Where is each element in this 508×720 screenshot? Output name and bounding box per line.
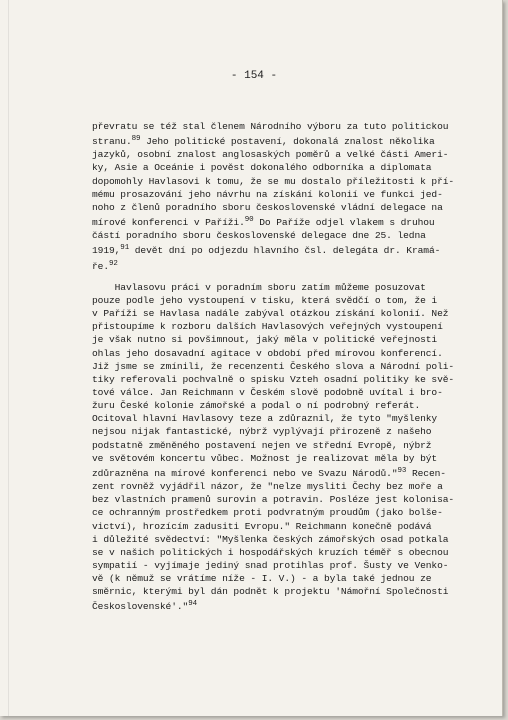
text-line: se v našich politických i hospodářských kruzích téměř s obecnou (92, 546, 449, 558)
text-line: dopomohly Havlasovi k tomu, že se mu dostalo příležitosti k pří- (92, 175, 455, 187)
text-line: mírové konferenci v Paříži.$^{90}$ Do Paříže odjel vlakem s druhou (92, 216, 435, 229)
text-line: ve světovém koncertu vůbec. Možnost je realizovat měla by být (92, 452, 438, 464)
body-text (92, 120, 472, 614)
text-line: podstatně změněného postavení nejen ve střední Evropě, nýbrž (92, 439, 432, 451)
text-line: převratu se též stal členem Národního výboru za tuto politickou (92, 121, 449, 132)
text-line: noho z členů poradního sboru československé vládní delegace na (92, 201, 443, 213)
text-line: zdůrazněna na mírové konferenci nebo ve Svazu Národů."$^{93}$ Recen- (92, 466, 446, 479)
page-fold (8, 0, 9, 716)
text-line: ky, Asie a Oceánie i pověst dokonalého odborníka a diplomata (92, 162, 432, 174)
footnote-ref: 93 (397, 466, 407, 475)
footnote-ref: 92 (108, 259, 118, 268)
text-line: bez vlastních pramenů surovin a potravin. Posléze jest kolonisa- (92, 494, 455, 506)
text-line: Ocitoval hlavní Havlasovy teze a zdůraznil, že tyto "myšlenky (92, 413, 438, 425)
text-line: Již jsme se zmínili, že recenzenti Českého slova a Národní poli- (92, 360, 455, 372)
text-line: přistoupíme k rozboru dalších Havlasových veřejných vystoupení (92, 321, 443, 333)
footnote-ref: 89 (131, 135, 141, 144)
footnote-ref: 94 (188, 600, 197, 609)
paragraph-gap (92, 273, 472, 281)
text-line: Československé'."$^{94}$ (92, 600, 197, 613)
page-number: - 154 - (230, 70, 278, 82)
text-line: ce ochranným prostředkem proti podvratným proudům (jako bolše- (92, 507, 443, 519)
text-line: žuru České kolonie zámořské a podal o ní podrobný referát. (92, 400, 421, 412)
text-line: ře.$^{92}$ (92, 259, 118, 272)
text-line: mému prosazování jeho návrhu na získání kolonií ve funkci jed- (92, 188, 443, 200)
text-line: nejsou nijak fantastické, nýbrž vyplývají přirozeně z našeho (92, 426, 432, 438)
footnote-ref: 90 (244, 216, 254, 225)
text-line: směrnic, kterými byl dán podnět k projektu 'Námořní Společnosti (92, 586, 449, 598)
footnote-ref: 91 (120, 244, 130, 253)
text-line: zent rovněž vyjádřil názor, že "nelze mysliti Čechy bez moře a (92, 481, 443, 493)
text-line: 1919,91 devět dní po odjezdu hlavního čsl. delegáta dr. Kramá- (92, 244, 441, 257)
text-line: tové válce. Jan Reichmann v Českém slově podobně uvítal i bro- (92, 386, 443, 398)
text-line: je však nutno si povšimnout, jaký měla v politické veřejnosti (92, 334, 438, 346)
text-line: ohlas jeho dosavadní agitace v období před mírovou konferencí. (92, 347, 443, 359)
text-line: i důležité svědectví: "Myšlenka českých zámořských osad potkala (92, 533, 449, 545)
text-line: stranu.$^{89}$ Jeho politické postavení, dokonalá znalost několika (92, 135, 435, 148)
text-line: vě (k němuž se vrátíme níže - I. V.) - a byla také jednou ze (92, 573, 432, 585)
text-line: v Paříži se Havlasa nadále zabýval otázkou získání kolonií. Než (92, 308, 449, 320)
text-line: jazyků, osobní znalost anglosaských poměrů a velké části Ameri- (92, 149, 449, 161)
text-line: victví), hrozícím zadusiti Evropu." Reichmann konečně podává (92, 520, 432, 532)
text-line: tiky referovali pochvalně o spisku Vzteh osadní politiky ke svě- (92, 373, 455, 385)
text-line: Havlasovu práci v poradním sboru zatím můžeme posuzovat (92, 281, 426, 293)
text-line: pouze podle jeho vystoupení v tisku, která svědčí o tom, že i (92, 294, 438, 306)
text-line: částí poradního sboru československé delegace dne 25. ledna (92, 230, 426, 242)
text-line: sympatií - vyjímaje jediný snad protihlas prof. Šusty ve Venko- (92, 560, 449, 571)
